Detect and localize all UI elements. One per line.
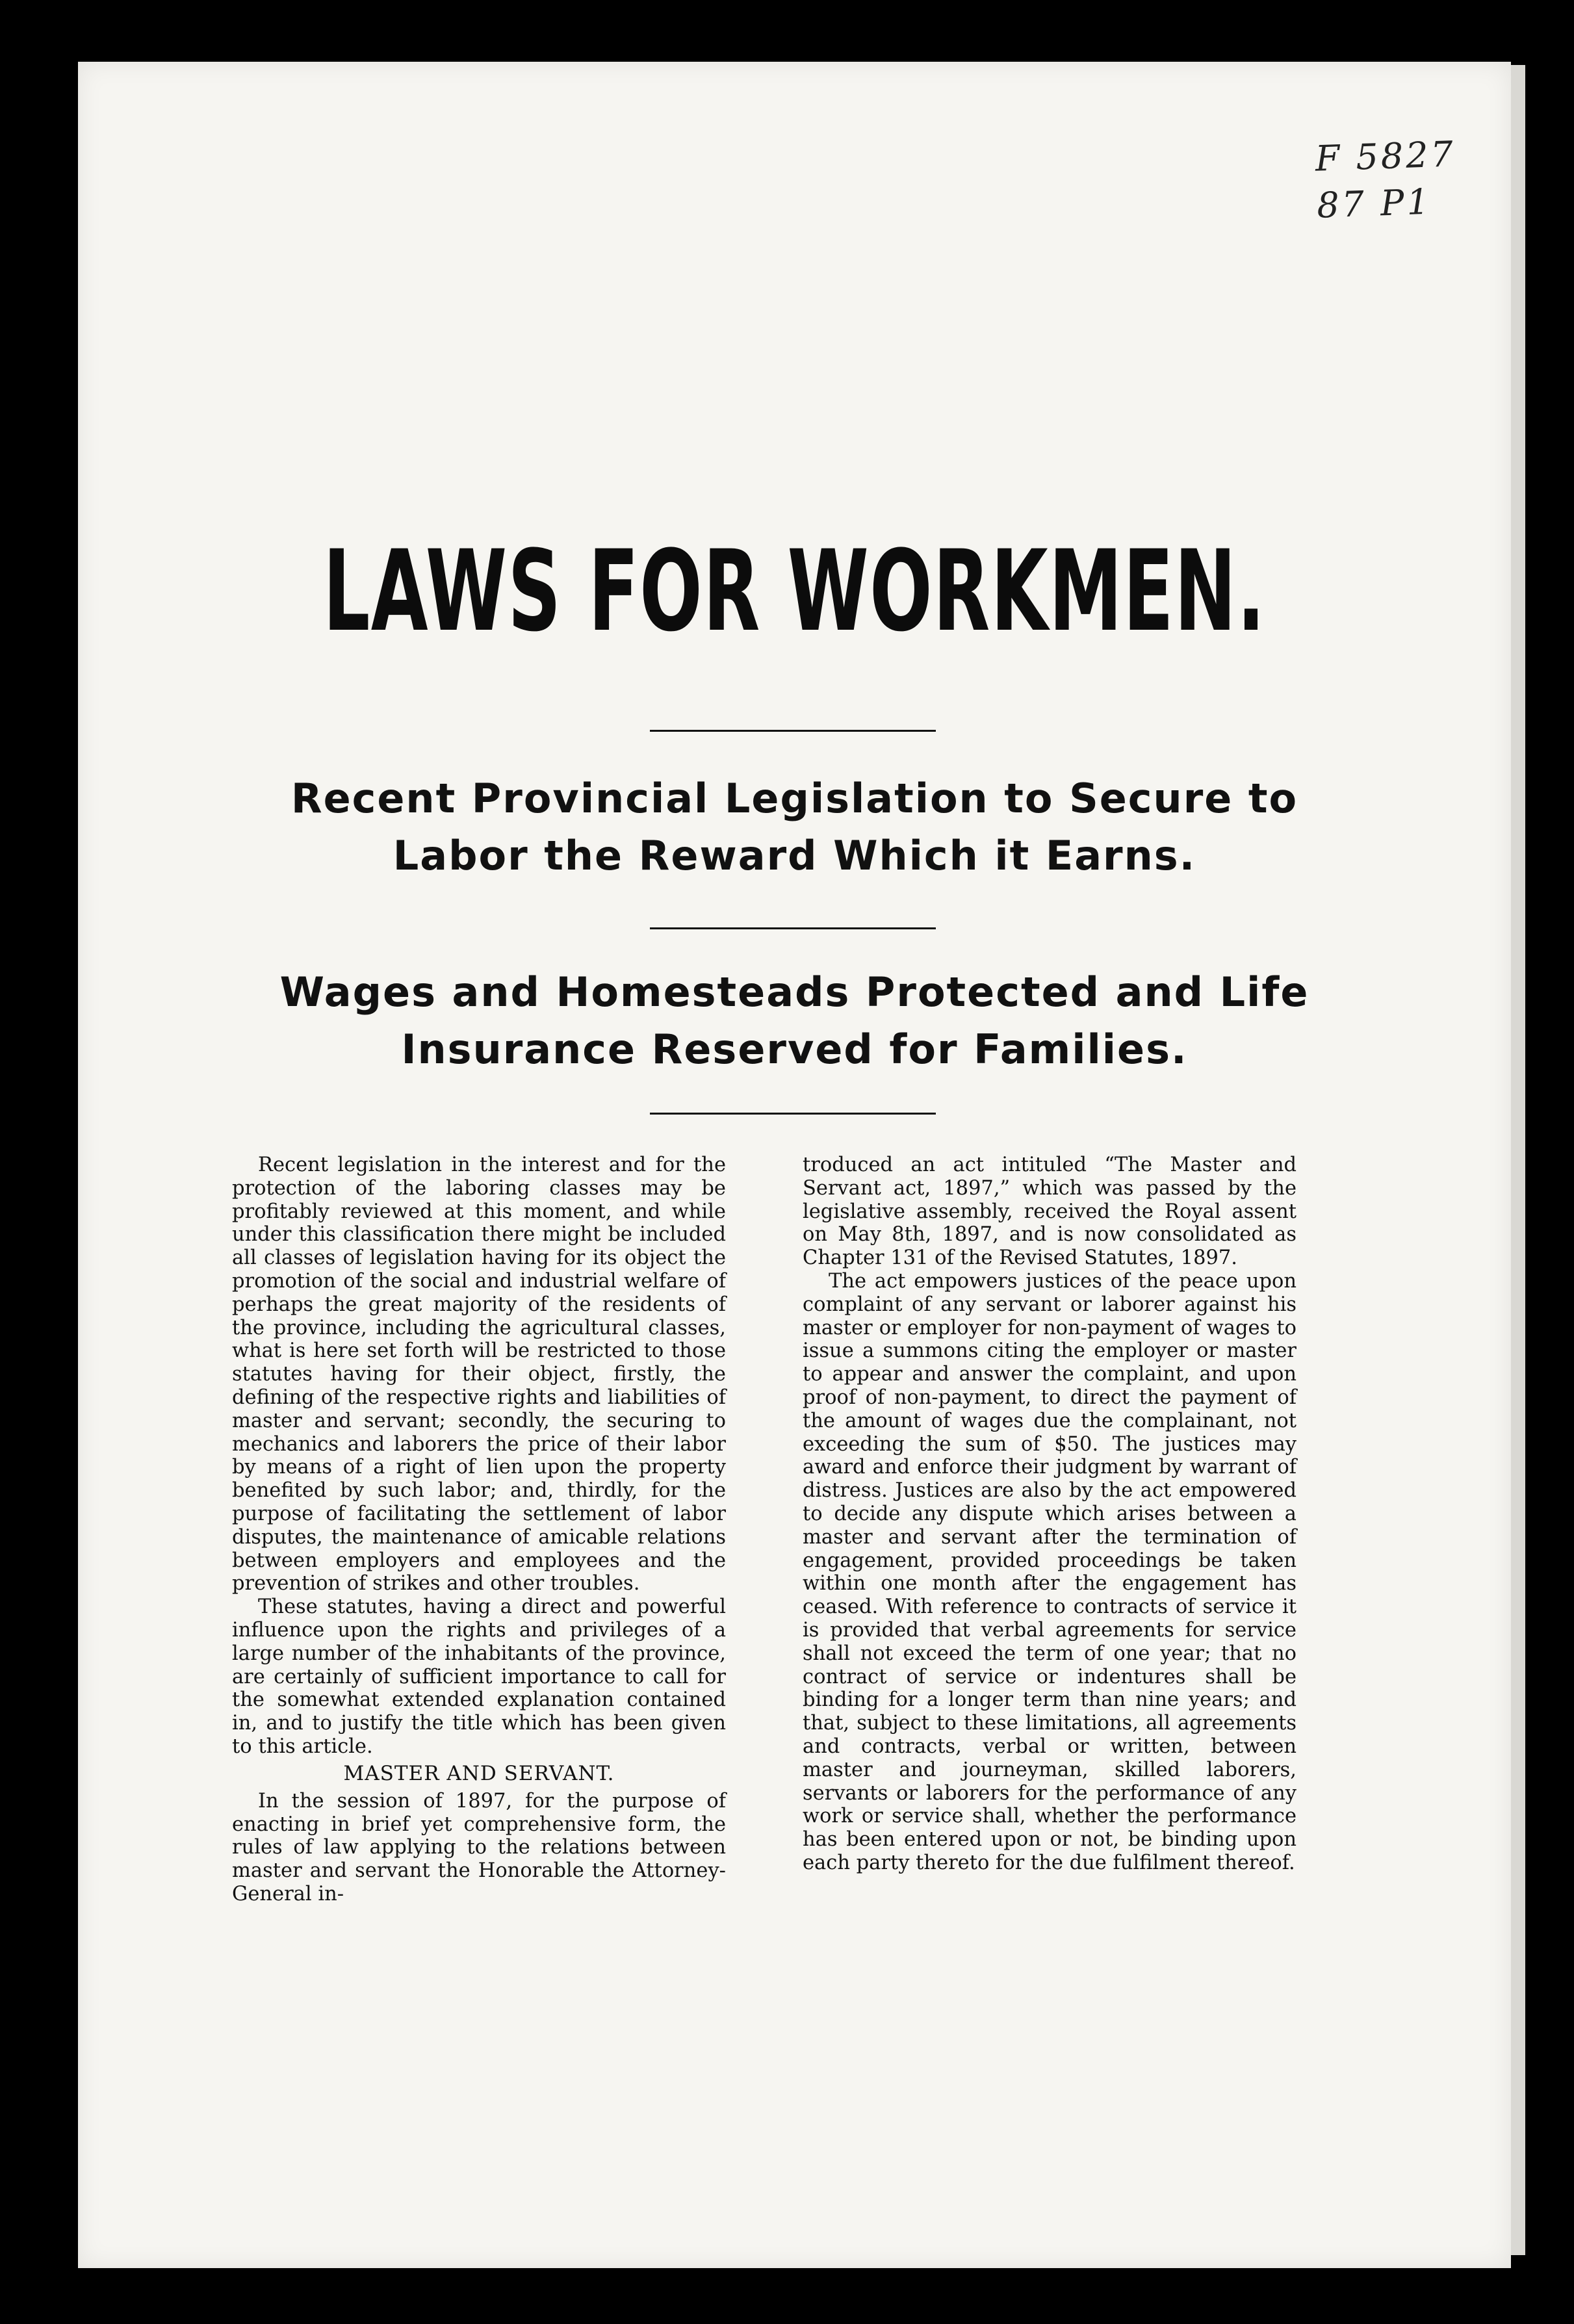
text-column-left (232, 1154, 726, 1906)
subtitle-2: Wages and Homesteads Protected and Life Insurance Reserved for Families. (279, 968, 1310, 1073)
paragraph: These statutes, having a direct and powerful influence upon the rights and privileges of a large number of the inhabitants of the province, are certainly of sufficient importance to call for the somewhat extended explanation contained in, and to justify the title which has been given to this article. (232, 1595, 726, 1758)
divider-3 (650, 1113, 936, 1115)
text-column-right (803, 1154, 1297, 1875)
paragraph: troduced an act intituled “The Master and Servant act, 1897,” which was passed by the legislative assembly, received the Royal assent on May 8th, 1897, and is now consolidated as Chapter 131 of the Revised Statutes, 1897. (803, 1154, 1297, 1270)
divider-2 (650, 927, 936, 929)
page-edge (1511, 65, 1525, 2255)
divider-1 (650, 730, 936, 732)
subtitle-1: Recent Provincial Legislation to Secure to Labor the Reward Which it Earns. (290, 775, 1298, 879)
paragraph: Recent legislation in the interest and for the protection of the laboring classes may be profitably reviewed at this moment, and while under this classification there might be included all classes of legislation having for its object the promotion of the social and industrial welfare of perhaps the great majority of the residents of the province, including the agricultural classes, what is here set forth will be restricted to those statutes having for their object, firstly, the defining of the respective rights and liabilities of master and servant; secondly, the securing to mechanics and laborers the price of their labor by means of a right of lien upon the property benefited by such labor; and, thirdly, for the purpose of facilitating the settlement of labor disputes, the maintenance of amicable relations between employers and employees and the prevention of strikes and other troubles. (232, 1154, 726, 1595)
catalog-note-line1: F 5827 (1314, 133, 1456, 179)
catalog-note (1315, 131, 1458, 229)
section-heading: MASTER AND SERVANT. (343, 1761, 615, 1785)
document-title: LAWS FOR WORKMEN. (323, 526, 1266, 656)
paragraph: In the session of 1897, for the purpose of enacting in brief yet comprehensive form, the rules of law applying to the relations between master and servant the Honorable the Attorney-General in- (232, 1789, 726, 1905)
catalog-note-line2: 87 P1 (1316, 181, 1432, 226)
paragraph: The act empowers justices of the peace upon complaint of any servant or laborer against his master or employer for non-payment of wages to issue a summons citing the employer or master to appear and answer the complaint, and upon proof of non-payment, to direct the payment of the amount of wages due the complainant, not exceeding the sum of $50. The justices may award and enforce their judgment by warrant of distress. Justices are also by the act empowered to decide any dispute which arises between a master and servant after the termination of engagement, provided proceedings be taken within one month after the engagement has ceased. With reference to contracts of service it is provided that verbal agreements for service shall not exceed the term of one year; that no contract of service or indentures shall be binding for a longer term than nine years; and that, subject to these limitations, all agreements and contracts, verbal or written, between master and journeyman, skilled laborers, servants or laborers for the performance of any work or service shall, whether the performance has been entered upon or not, be binding upon each party thereto for the due fulfilment thereof. (803, 1269, 1297, 1874)
document-page (78, 62, 1511, 2268)
